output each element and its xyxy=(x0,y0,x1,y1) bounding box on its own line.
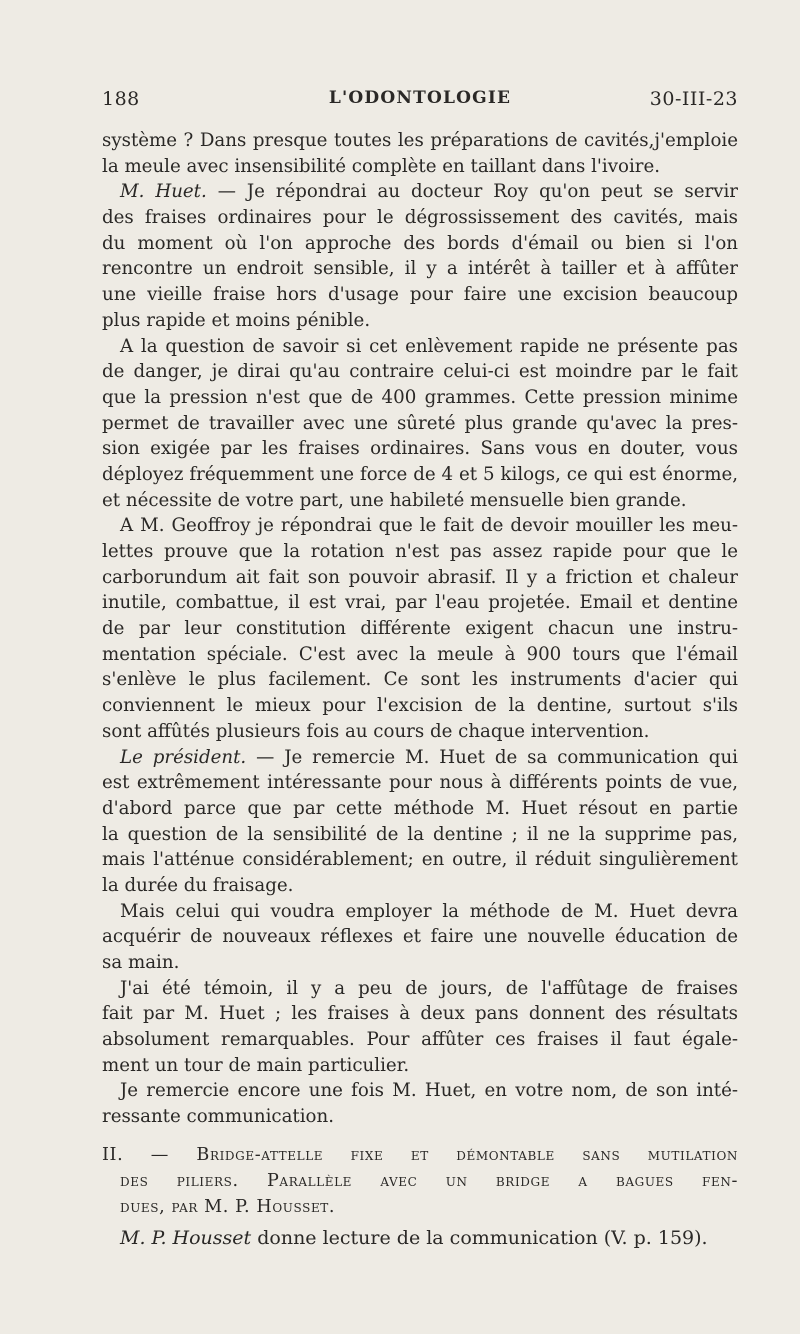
text-fragment: donne lecture de la communication (V. p. 159). xyxy=(251,1226,708,1249)
speaker-name: Le président. xyxy=(120,746,247,768)
text-fragment: — Je remercie M. Huet de sa communication qui xyxy=(246,746,738,768)
text-line: A M. Geoffroy je répondrai que le fait de devoir mouiller les meu- xyxy=(120,515,738,537)
text-line: rencontre un endroit sensible, il y a intérêt à tailler et à affûter xyxy=(102,258,738,280)
text-line xyxy=(102,1226,738,1252)
text-line: sa main. xyxy=(102,952,180,973)
text-line: acquérir de nouveaux réflexes et faire une nouvelle éducation de xyxy=(102,926,738,948)
text-line: A la question de savoir si cet enlèvement rapide ne présente pas xyxy=(120,335,738,357)
text-line: la meule avec insensibilité complète en taillant dans l'ivoire. xyxy=(102,155,661,177)
speaker-name: M. Huet. xyxy=(120,181,207,203)
text-line: la question de la sensibilité de la dentine ; il ne la supprime pas, xyxy=(102,823,738,845)
text-line: s'enlève le plus facilement. Ce sont les instruments d'acier qui xyxy=(102,669,738,691)
text-line: d'abord parce que par cette méthode M. Huet résout en partie xyxy=(102,797,738,819)
text-line: Mais celui qui voudra employer la méthode de M. Huet devra xyxy=(120,900,738,922)
heading-line: II. — Bridge-attelle fixe et démontable sans mutilation xyxy=(102,1144,738,1165)
paragraph xyxy=(102,128,738,179)
text-line: conviennent le mieux pour l'excision de la dentine, surtout s'ils xyxy=(102,695,738,717)
issue-date: 30-III-23 xyxy=(649,88,738,110)
text-line: une vieille fraise hors d'usage pour faire une excision beaucoup xyxy=(102,284,738,306)
text-line: plus rapide et moins pénible. xyxy=(102,309,371,331)
paragraph xyxy=(102,745,738,899)
text-line: J'ai été témoin, il y a peu de jours, de l'affûtage de fraises xyxy=(120,977,738,999)
text-line: est extrêmement intéressante pour nous à différents points de vue, xyxy=(102,772,738,794)
text-line: du moment où l'on approche des bords d'émail ou bien si l'on xyxy=(102,232,738,254)
paragraph xyxy=(102,179,738,333)
text-line: inutile, combattue, il est vrai, par l'eau projetée. Email et dentine xyxy=(102,592,738,614)
paragraph xyxy=(102,1226,738,1252)
text-line: déployez fréquemment une force de 4 et 5 kilogs, ce qui est énorme, xyxy=(102,463,738,485)
running-header xyxy=(102,88,738,116)
text-line: mais l'atténue considérablement; en outre, il réduit singulièrement xyxy=(102,849,738,871)
heading-line: dues, par M. P. Housset. xyxy=(120,1196,336,1217)
text-line: Je remercie encore une fois M. Huet, en votre nom, de son inté- xyxy=(120,1080,738,1102)
paragraph xyxy=(102,976,738,1079)
text-line xyxy=(102,745,738,771)
text-line: ment un tour de main particulier. xyxy=(102,1054,410,1076)
text-line: la durée du fraisage. xyxy=(102,874,294,896)
text-line xyxy=(102,179,738,205)
text-line: sion exigée par les fraises ordinaires. Sans vous en douter, vous xyxy=(102,438,738,460)
page-number: 188 xyxy=(102,88,140,110)
paragraph xyxy=(102,334,738,514)
text-line: de danger, je dirai qu'au contraire celui-ci est moindre par le fait xyxy=(102,361,738,383)
text-line: fait par M. Huet ; les fraises à deux pans donnent des résultats xyxy=(102,1003,738,1025)
text-line: sont affûtés plusieurs fois au cours de chaque intervention. xyxy=(102,720,650,742)
page-body xyxy=(102,128,738,1252)
text-line: absolument remarquables. Pour affûter ces fraises il faut égale- xyxy=(102,1029,738,1051)
text-line: permet de travailler avec une sûreté plus grande qu'avec la pres- xyxy=(102,412,738,434)
text-line: système ? Dans presque toutes les préparations de cavités,j'emploie xyxy=(102,130,738,151)
speaker-name: M. P. Housset xyxy=(120,1226,252,1249)
heading-line: des piliers. Parallèle avec un bridge a bagues fen- xyxy=(120,1170,738,1191)
paragraph xyxy=(102,1078,738,1129)
text-line: et nécessite de votre part, une habileté mensuelle bien grande. xyxy=(102,489,687,511)
text-line: lettes prouve que la rotation n'est pas assez rapide pour que le xyxy=(102,541,738,562)
text-line: de par leur constitution différente exigent chacun une instru- xyxy=(102,618,738,640)
journal-title: L'ODONTOLOGIE xyxy=(328,88,512,108)
text-fragment: — Je répondrai au docteur Roy qu'on peut se servir xyxy=(206,181,738,203)
text-line: que la pression n'est que de 400 grammes. Cette pression minime xyxy=(102,386,738,408)
text-line: des fraises ordinaires pour le dégrossissement des cavités, mais xyxy=(102,207,738,229)
text-line: ressante communication. xyxy=(102,1106,335,1128)
paragraph xyxy=(102,899,738,976)
paragraph xyxy=(102,513,738,744)
text-line: mentation spéciale. C'est avec la meule à 900 tours que l'émail xyxy=(102,643,738,665)
text-line: carborundum ait fait son pouvoir abrasif. Il y a friction et chaleur xyxy=(102,566,738,588)
section-heading xyxy=(102,1142,738,1220)
